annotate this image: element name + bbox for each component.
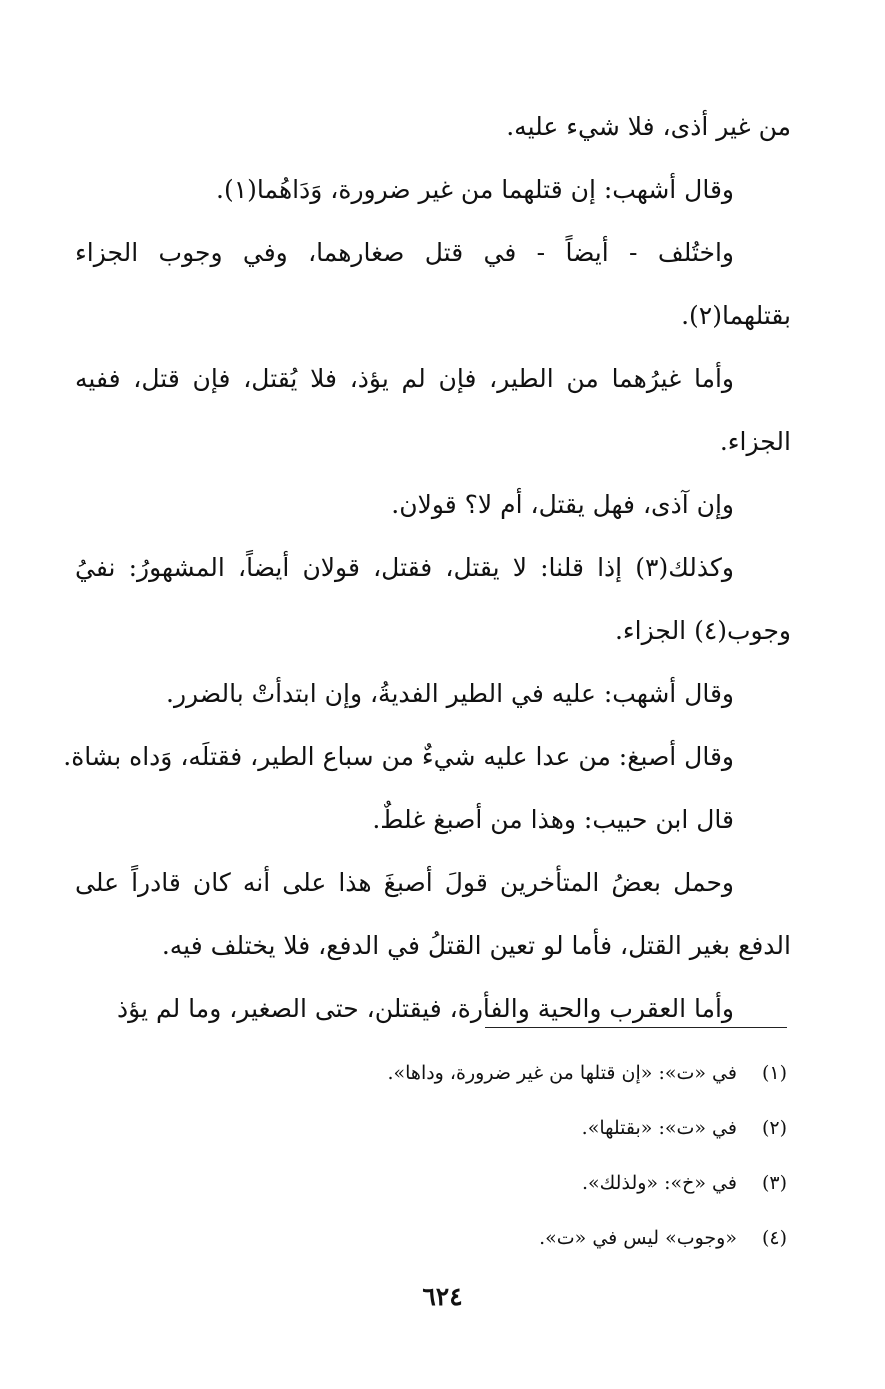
text-line: وكذلك(٣) إذا قلنا: لا يقتل، فقتل، قولان أيضاً، المشهورُ: نفيُ [75,553,734,582]
text-line: بقتلهما(٢). [681,301,791,330]
footnote-number: (٣) [761,1172,787,1194]
main-text [63,95,791,1040]
text-line: من غير أذى، فلا شيء عليه. [506,112,791,141]
text-line: وأما العقرب والحية والفأرة، فيقتلن، حتى الصغير، وما لم يؤذ [117,994,734,1023]
footnote-text: «وجوب» ليس في «ت». [539,1227,737,1249]
footnote-text: في «ت»: «بقتلها». [581,1117,737,1139]
text-line: الدفع بغير القتل، فأما لو تعين القتلُ في الدفع، فلا يختلف فيه. [161,931,791,960]
text-line: وأما غيرُهما من الطير، فإن لم يؤذ، فلا يُقتل، فإن قتل، ففيه [75,364,734,393]
footnote-number: (١) [761,1062,787,1084]
footnote [200,1046,787,1101]
text-line: الجزاء. [719,427,791,456]
footnote-text: في «ت»: «إن قتلها من غير ضرورة، وداها». [387,1062,737,1084]
footnote-text: في «خ»: «ولذلك». [582,1172,737,1194]
footnote [200,1211,787,1266]
footnote-separator [485,1027,787,1028]
footnotes [200,1046,787,1266]
text-line: وقال أشهب: عليه في الطير الفديةُ، وإن ابتدأتْ بالضرر. [166,679,734,708]
text-line: وحمل بعضُ المتأخرين قولَ أصبغَ هذا على أنه كان قادراً على [75,868,734,897]
footnote [200,1156,787,1211]
text-line: وقال أشهب: إن قتلهما من غير ضرورة، وَدَاهُما(١). [216,175,734,204]
text-line: وقال أصبغ: من عدا عليه شيءٌ من سباع الطير، فقتلَه، وَداه بشاة. [63,742,734,771]
text-line: وإن آذى، فهل يقتل، أم لا؟ قولان. [391,490,734,519]
page-number: ٦٢٤ [422,1282,463,1311]
text-line: واختُلف - أيضاً - في قتل صغارهما، وفي وجوب الجزاء [75,238,734,267]
footnote-number: (٢) [761,1117,787,1139]
text-line: قال ابن حبيب: وهذا من أصبغ غلطٌ. [372,805,734,834]
footnote-number: (٤) [761,1227,787,1249]
footnote [200,1101,787,1156]
text-line: وجوب(٤) الجزاء. [614,616,791,645]
